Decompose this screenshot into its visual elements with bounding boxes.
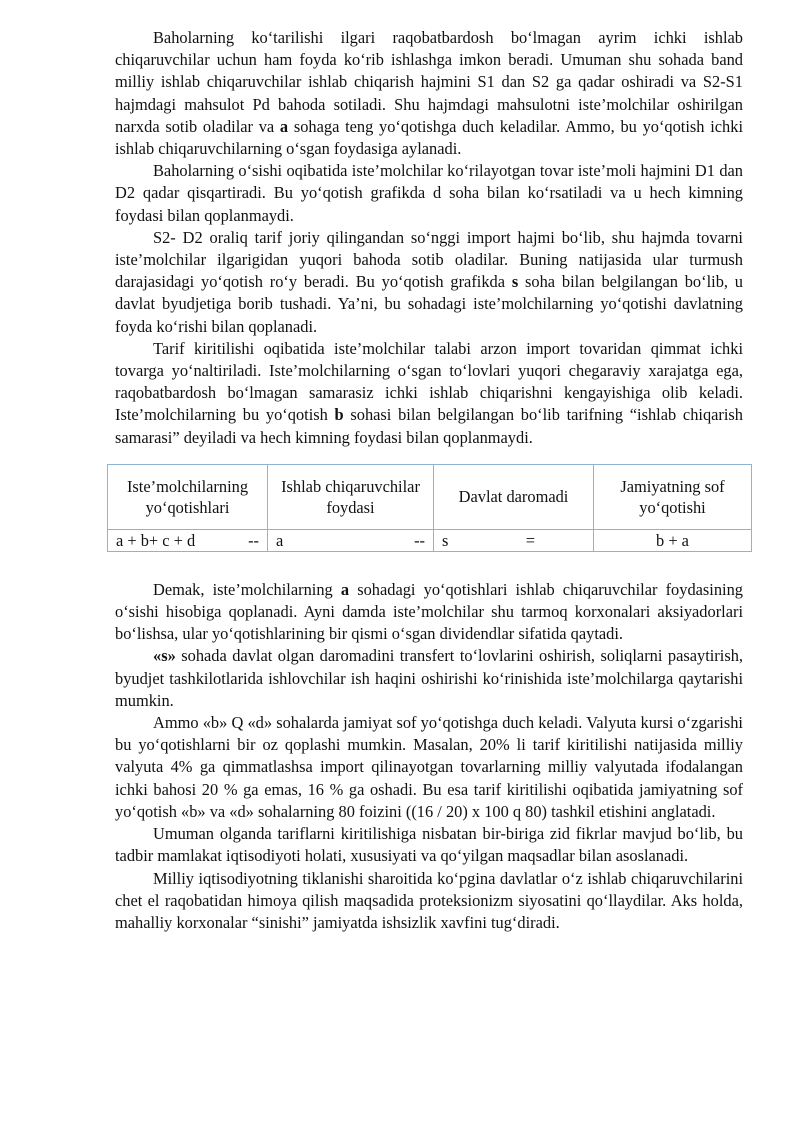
text-span: Umuman olganda tariflarni kiritilishiga nisbatan bir-biriga zid fikrlar mavjud bo‘lib, bu tadbir mamlakat iqtisodiyoti holati, xususiyati va qo‘yilgan maqsadlar bilan asoslanadi. [115,824,743,866]
cell-value: s [442,530,449,550]
text-span: Milliy iqtisodiyotning tiklanishi sharoitida ko‘pgina davlatlar o‘z ishlab chiqaruvchilarini chet el raqobatidan himoya qilish maqsadida proteksionizm siyosatini qo‘llaydilar. Aks holda, mahalliy korxonalar “sinishi” jamiyatda ishsizlik xavfini tug‘diradi. [115,868,743,932]
bold-area-label: s [511,272,519,292]
header-net-social-loss: Jamiyatning sof yo‘qotishi [594,464,752,529]
paragraph-protectionism [115,868,743,935]
bold-area-label: a [340,579,350,599]
bold-area-label: b [334,405,344,425]
cell-producer-gain [268,529,434,551]
text-span: S2- D2 oraliq tarif joriy qilingandan so‘nggi import hajmi bo‘lib, shu hajmda tovarni iste’molchilar ilgarigidan yuqori bahoda sotib oladilar. Buning natijasida ular turmush darajasidagi yo‘qotish ro‘y beradi. Bu yo‘qotish grafikda [115,227,743,292]
text-span: Baholarning o‘sishi oqibatida iste’molchilar ko‘rilayotgan tovar iste’moli hajmini D1 dan D2 qadar qisqartiradi. Bu yo‘qotish grafikda d soha bilan ko‘rsatiladi va u hech kimning foydasi bilan qoplanmaydi. [115,161,743,225]
paragraph-state-revenue [115,645,743,712]
paragraph-producers-gain [115,27,743,160]
text-span: sohaga teng yo‘qotishga duch keladilar. Ammo, bu yo‘qotish ichki ishlab chiqaruvchilarning o‘sgan foydasiga aylanadi. [115,116,743,159]
header-government-revenue: Davlat daromadi [434,464,594,529]
document-page [115,27,743,934]
text-span: sohasi bilan belgilangan bo‘lib tarifning “ishlab chiqarish samarasi” deyiladi va hech kimning foydasi bilan qoplanmaydi. [115,405,743,447]
cell-net-social-loss [594,529,752,551]
paragraph-import-volume [115,227,743,338]
text-span: Tarif kiritilishi oqibatida iste’molchilar talabi arzon import tovaridan qimmat ichki tovarga yo‘naltiriladi. Iste’molchilarning o‘sgan to‘lovlari yuqori chegaraviy xarajatga ega, raqobatbardosh bo‘lmagan samarasiz ichki ishlab chiqarishni kengayishiga olib keladi. Iste’molchilarning bu yo‘qotish [115,338,743,425]
text-span: soha bilan belgilangan bo‘lib, u davlat byudjetiga borib tushadi. Ya’ni, bu sohadagi iste’molchilarning yo‘qotishi davlatning foyda ko‘rishi bilan qoplanadi. [115,272,743,336]
paragraph-consumption-loss [115,160,743,227]
text-span: Baholarning ko‘tarilishi ilgari raqobatbardosh bo‘lmagan ayrim ichki ishlab chiqaruvchilar uchun ham foyda ko‘rib ishlashga imkon beradi. Umuman shu sohada band milliy ishlab chiqaruvchilar ishlab chiqarish hajmini S1 dan S2 ga qadar oshiradi va S2-S1 hajmdagi mahsulot Pd bahoda sotiladi. Shu hajmdagi mahsulotni iste’molchilar oshirilgan narxda sotib oladilar va [115,28,743,136]
cell-value: a [276,530,284,550]
text-span: sohadagi yo‘qotishlari ishlab chiqaruvchilar foydasining o‘sishi hisobiga qoplanadi. Ayni damda iste’molchilar shu tarmoq korxonalari aksiyadorlari bo‘lishsa, ular yo‘qotishlarining bir qismi o‘sgan dividendlar sifatida qaytadi. [115,579,743,644]
header-consumer-losses: Iste’molchilarning yo‘qotishlari [108,464,268,529]
text-span: sohada davlat olgan daromadini transfert to‘lovlarini oshirish, soliqlarni pasaytirish, byudjet tashkilotlarida ishlovchilar ish haqini oshirishi ko‘rinishida iste’molchilarga qaytarishi mumkin. [115,646,743,710]
cell-consumer-losses [108,529,268,551]
paragraph-net-loss-example [115,712,743,823]
cell-government-revenue [434,529,594,551]
header-producer-gain: Ishlab chiqaruvchilar foydasi [268,464,434,529]
bold-area-label: a [279,116,289,136]
cell-operator: -- [248,530,259,550]
cell-value: b + a [656,530,689,550]
text-span: Ammo «b» Q «d» sohalarda jamiyat sof yo‘qotishga duch keladi. Valyuta kursi o‘zgarishi bu yo‘qotishlarni bir oz qoplashi mumkin. Masalan, 20% li tarif kiritilishi natijasida milliy valyuta 4% ga qimmatlashsa import qilinayotgan tovarlarning milliy valyutada ifodalangan ichki bahosi 20 % ga emas, 16 % ga oshadi. Bu esa tarif kiritilishi oqibatida jamiyatning sof yo‘qotish «b» va «d» sohalarning 80 foizini ((16 / 20) x 100 q 80) tashkil etishini anglatadi. [115,713,743,821]
table-row [108,529,752,551]
welfare-summary-table [107,464,752,552]
paragraph-dividends [115,579,743,646]
text-span: Demak, iste’molchilarning [153,579,341,599]
text-after-table [115,579,743,934]
paragraph-tariff-opinions [115,823,743,867]
cell-operator: = [525,530,535,550]
bold-area-label: «s» [153,646,176,666]
paragraph-production-effect [115,338,743,449]
cell-value: a + b+ c + d [116,530,196,550]
table-header-row [108,464,752,529]
cell-operator: -- [414,530,425,550]
